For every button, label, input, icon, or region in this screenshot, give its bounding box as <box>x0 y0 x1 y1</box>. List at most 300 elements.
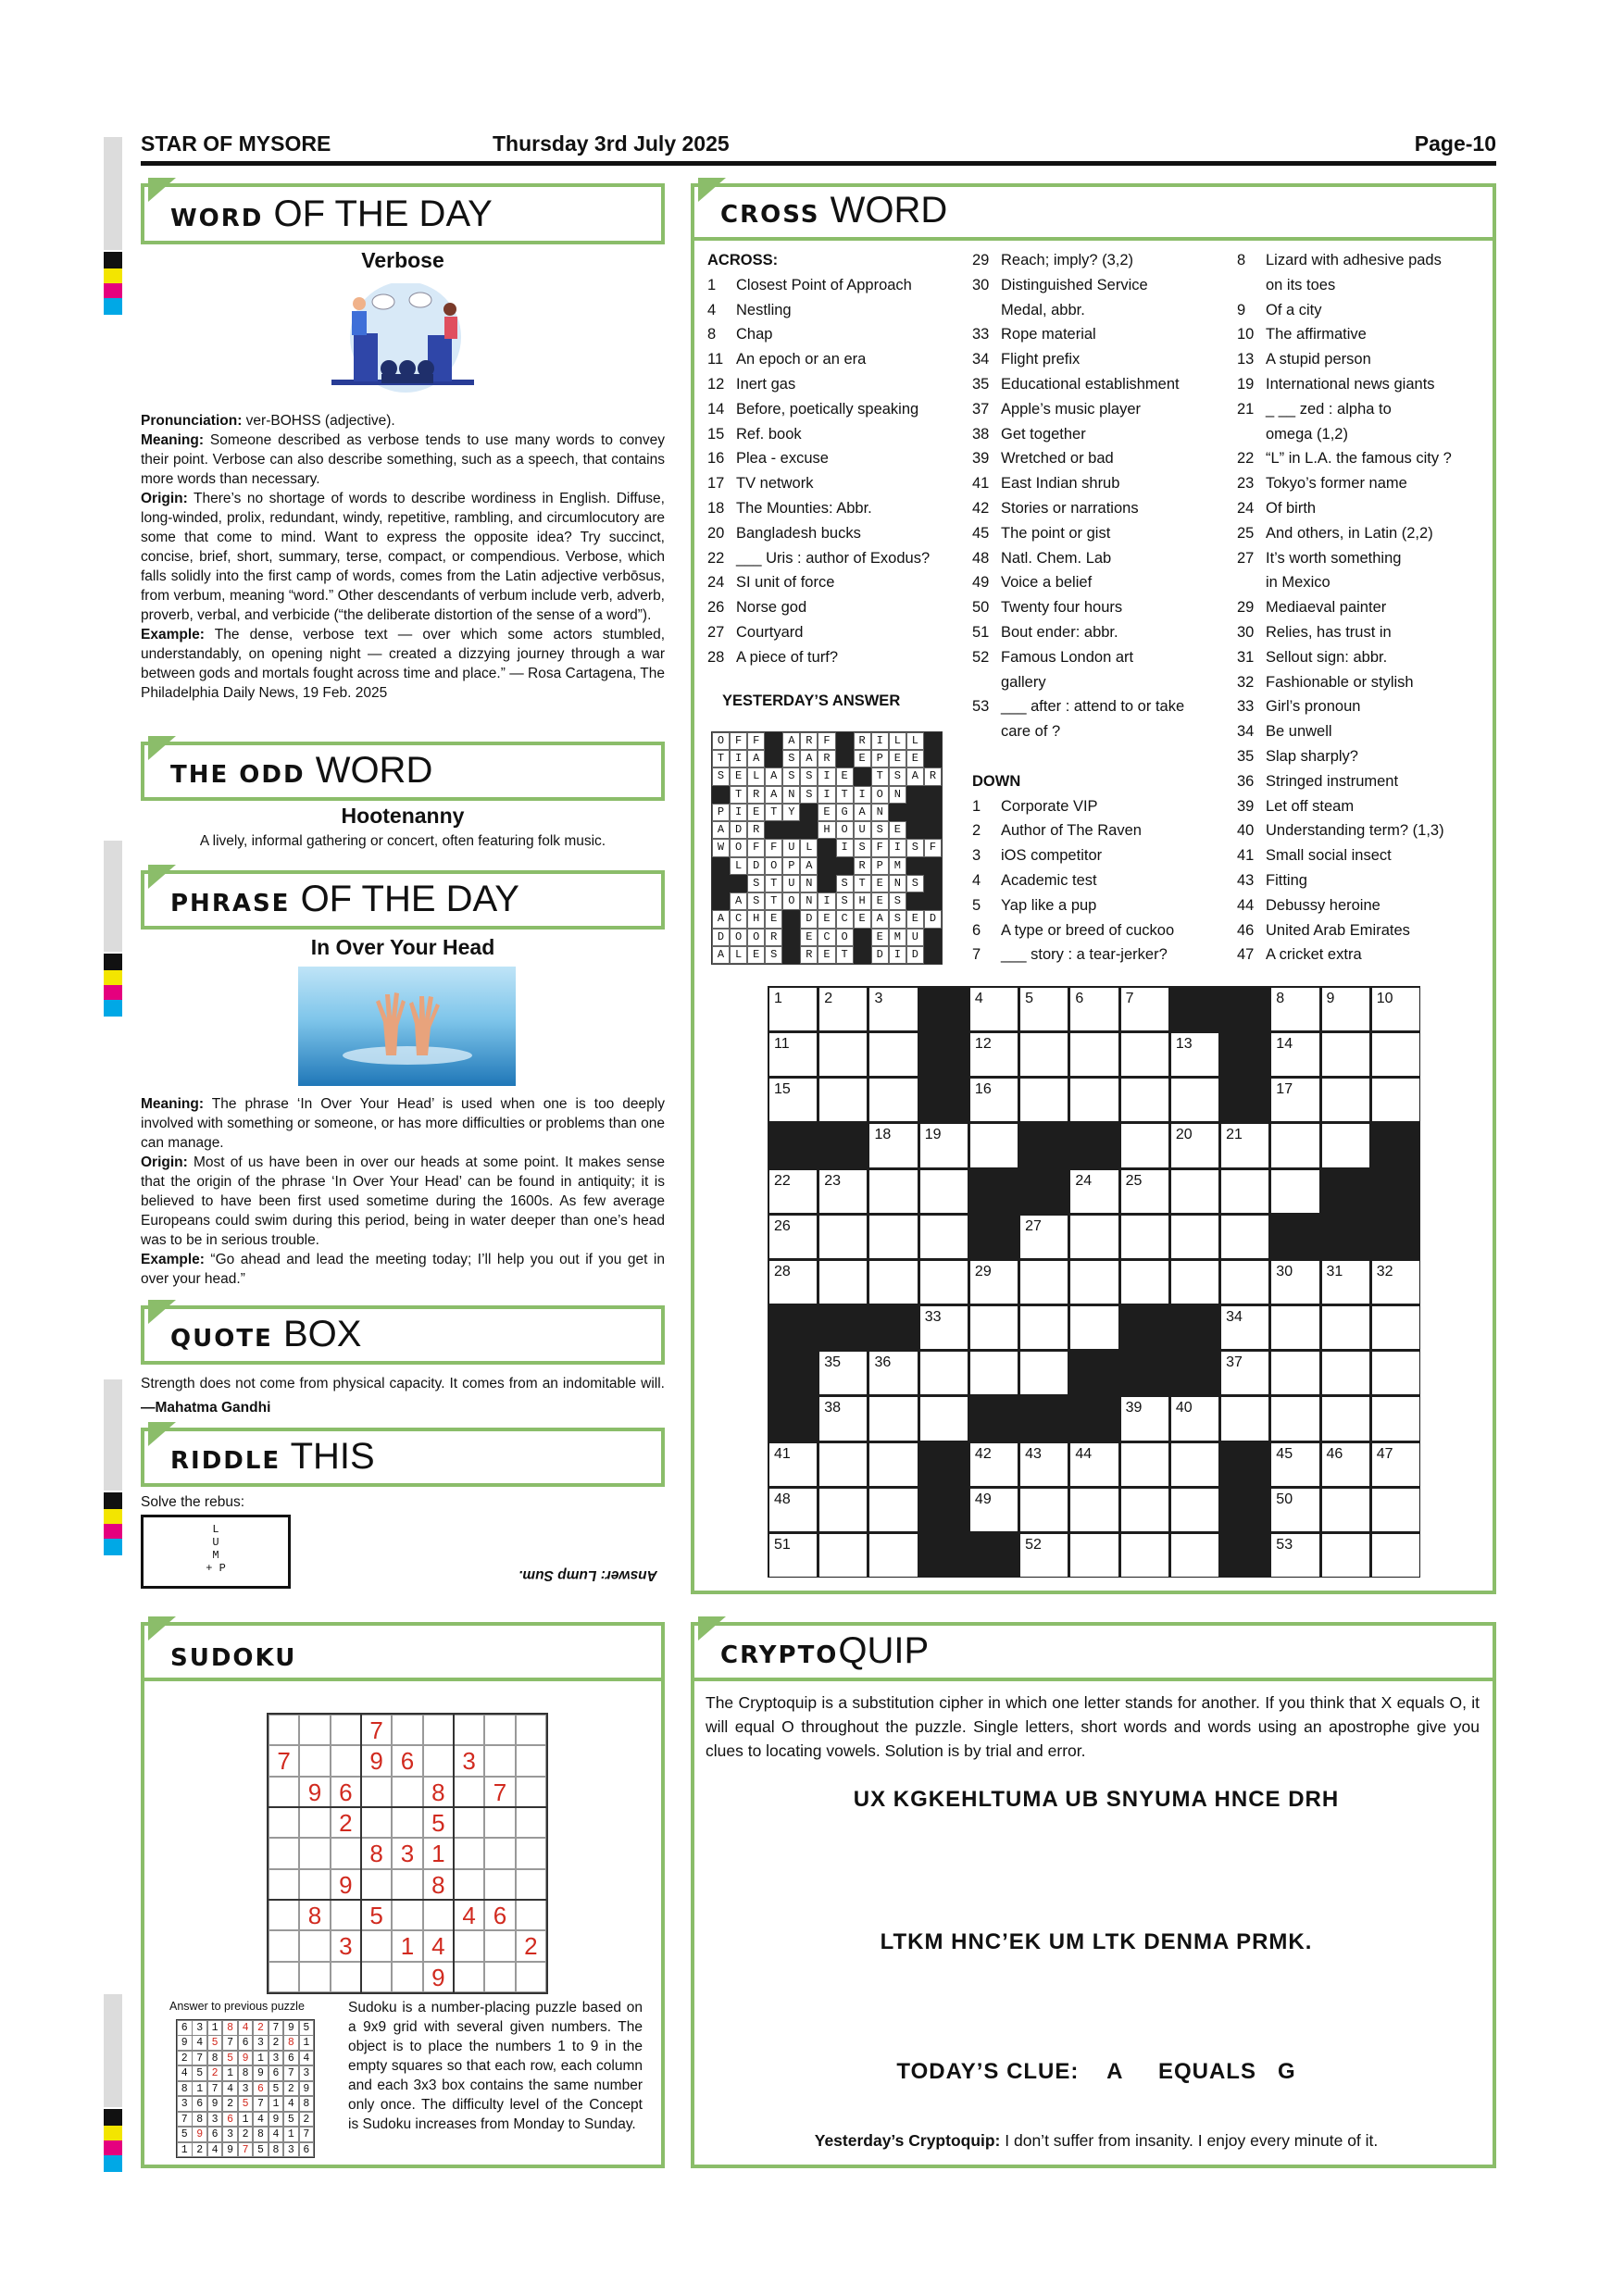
answer-cell <box>906 786 924 804</box>
crossword-cell[interactable] <box>1372 1489 1419 1531</box>
crossword-cell[interactable] <box>920 1306 968 1349</box>
crossword-cell[interactable] <box>1070 1170 1118 1213</box>
clue-row <box>707 620 930 645</box>
sudoku-cell[interactable] <box>516 1807 546 1838</box>
crossword-cell[interactable] <box>869 1397 917 1440</box>
crossword-cell[interactable] <box>1322 1534 1369 1577</box>
clue-text: ___ Uris : author of Exodus? <box>736 549 931 567</box>
crossword-cell[interactable] <box>1121 1124 1168 1167</box>
crossword-cell[interactable] <box>769 1489 817 1531</box>
crossword-cell[interactable] <box>1271 1397 1318 1440</box>
sudoku-cell[interactable] <box>484 1838 515 1868</box>
sudoku-cell[interactable] <box>454 1807 484 1838</box>
answer-cell: P <box>871 857 889 875</box>
clue-text: Fashionable or stylish <box>1266 673 1414 691</box>
answer-cell: E <box>818 946 835 964</box>
crossword-cell[interactable] <box>920 1170 968 1213</box>
sudoku-cell[interactable] <box>454 1930 484 1961</box>
crossword-cell[interactable] <box>1221 1124 1268 1167</box>
color-mark-black <box>104 2109 122 2126</box>
clue-text: An epoch or an era <box>736 351 867 368</box>
sudoku-cell[interactable] <box>423 1745 454 1776</box>
previous-answer-cell: 6 <box>207 2127 223 2142</box>
sudoku-cell[interactable] <box>454 1869 484 1900</box>
crossword-cell[interactable] <box>1322 1443 1369 1486</box>
cryptoquip-intro: The Cryptoquip is a substitution cipher in which one letter stands for another. If you think that X equals O, it will equal O throughout the puzzle. Single letters, short words and words using an apostrophe give you clues to locating vowels. Solution is by trial and error. <box>706 1693 1480 1760</box>
sudoku-cell[interactable]: 3 <box>331 1930 361 1961</box>
crossword-cell[interactable] <box>1171 1397 1218 1440</box>
clue-text: And others, in Latin (2,2) <box>1266 524 1433 542</box>
crossword-cell[interactable] <box>1171 1033 1218 1076</box>
clue-row <box>707 645 930 670</box>
crossword-cell[interactable] <box>1372 1079 1419 1121</box>
clue-text: Ref. book <box>736 425 802 443</box>
crossword-cell[interactable] <box>970 1033 1018 1076</box>
answer-cell: L <box>906 732 924 750</box>
crossword-cell[interactable] <box>1271 1443 1318 1486</box>
crossword-cell[interactable] <box>1271 1489 1318 1531</box>
crossword-cell[interactable] <box>769 1534 817 1577</box>
crossword-cell[interactable] <box>1322 1352 1369 1394</box>
crossword-cell[interactable] <box>1271 1352 1318 1394</box>
crossword-cell[interactable] <box>1372 1534 1419 1577</box>
sudoku-cell[interactable]: 7 <box>269 1745 299 1776</box>
crossword-cell[interactable] <box>970 1124 1018 1167</box>
sudoku-cell[interactable] <box>331 1962 361 1992</box>
sudoku-cell[interactable] <box>392 1869 422 1900</box>
crossword-cell[interactable] <box>1271 1170 1318 1213</box>
sudoku-cell[interactable] <box>516 1900 546 1930</box>
sudoku-cell[interactable]: 5 <box>361 1900 392 1930</box>
answer-cell: E <box>906 910 924 928</box>
crossword-cell[interactable] <box>1271 1534 1318 1577</box>
sudoku-cell[interactable] <box>454 1962 484 1992</box>
crossword-cell[interactable] <box>1171 1489 1218 1531</box>
sudoku-cell[interactable] <box>269 1962 299 1992</box>
crossword-cell-number: 19 <box>924 1127 942 1143</box>
crossword-cell[interactable] <box>1121 1261 1168 1304</box>
paragraph <box>141 1094 665 1153</box>
crossword-cell[interactable] <box>869 1216 917 1258</box>
sudoku-cell[interactable] <box>454 1777 484 1807</box>
sudoku-cell[interactable] <box>392 1807 422 1838</box>
crossword-cell[interactable] <box>869 1033 917 1076</box>
previous-answer-cell: 3 <box>177 2096 193 2112</box>
crossword-cell[interactable] <box>869 1534 917 1577</box>
sudoku-cell[interactable] <box>269 1838 299 1868</box>
crossword-cell[interactable] <box>869 1079 917 1121</box>
answer-cell: O <box>836 821 854 839</box>
answer-cell <box>854 767 871 785</box>
crossword-cell[interactable] <box>1121 1534 1168 1577</box>
crossword-cell[interactable] <box>1372 1443 1419 1486</box>
previous-answer-cell: 7 <box>269 2020 284 2036</box>
crossword-cell[interactable] <box>920 1124 968 1167</box>
sudoku-cell[interactable]: 9 <box>361 1745 392 1776</box>
color-mark-cyan <box>104 298 122 315</box>
answer-cell <box>818 875 835 892</box>
crossword-cell[interactable] <box>1121 1443 1168 1486</box>
answer-cell <box>906 821 924 839</box>
answer-cell: A <box>800 750 818 767</box>
crossword-cell[interactable] <box>819 1261 867 1304</box>
color-mark-black <box>104 1492 122 1509</box>
crossword-cell[interactable] <box>920 1261 968 1304</box>
sudoku-cell[interactable]: 9 <box>423 1962 454 1992</box>
sudoku-cell[interactable] <box>299 1962 330 1992</box>
sudoku-cell[interactable]: 2 <box>516 1930 546 1961</box>
crossword-cell[interactable] <box>970 1261 1018 1304</box>
crossword-cell[interactable] <box>1372 1306 1419 1349</box>
crossword-cell[interactable] <box>970 988 1018 1030</box>
crossword-cell[interactable] <box>1070 1079 1118 1121</box>
heading-corner <box>698 1616 726 1641</box>
crossword-cell[interactable] <box>1271 988 1318 1030</box>
clue-text: Voice a belief <box>1001 574 1093 592</box>
crossword-cell-number: 6 <box>1075 991 1084 1006</box>
crossword-cell[interactable] <box>1171 1079 1218 1121</box>
crossword-cell[interactable] <box>1171 1261 1218 1304</box>
clue-row <box>1237 372 1452 397</box>
yesterdays-crossword-answer <box>711 731 943 965</box>
crossword-cell[interactable] <box>769 1443 817 1486</box>
crossword-cell[interactable] <box>819 1443 867 1486</box>
sudoku-cell[interactable] <box>454 1838 484 1868</box>
answer-cell: L <box>730 946 747 964</box>
sudoku-cell[interactable] <box>484 1715 515 1745</box>
paragraph <box>141 411 665 430</box>
crossword-cell[interactable] <box>970 1079 1018 1121</box>
crossword-cell[interactable] <box>1322 1033 1369 1076</box>
clue-text: ___ after : attend to or take <box>1001 698 1185 716</box>
crossword-cell[interactable] <box>1070 1306 1118 1349</box>
sudoku-cell[interactable]: 8 <box>423 1869 454 1900</box>
crossword-cell[interactable] <box>1121 1489 1168 1531</box>
paragraph <box>141 489 665 625</box>
crossword-cell[interactable] <box>1221 1170 1268 1213</box>
sudoku-cell[interactable]: 7 <box>484 1777 515 1807</box>
crossword-cell[interactable] <box>1271 1261 1318 1304</box>
crossword-cell[interactable] <box>1372 1397 1419 1440</box>
color-mark-yellow <box>104 1509 122 1524</box>
sudoku-cell[interactable] <box>484 1930 515 1961</box>
sudoku-cell[interactable] <box>269 1869 299 1900</box>
answer-cell: F <box>924 839 942 856</box>
sudoku-cell[interactable] <box>269 1777 299 1807</box>
paragraph-text: There’s no shortage of words to describe wordiness in English. Diffuse, long-winded, prolix, redundant, windy, repetitive, rambling, and circumlocutory are some that come to mind. Want to express the opposite idea? Try succinct, concise, brief, short, summary, terse, compact, or compendious. Verbose, which falls solidly into the first camp of words, comes from the Latin adjective verbōsus, from verbum, meaning “word.” Other descendants of verbum include verb, adverb, proverb, verbal, and verbicide (“the deliberate distortion of the sense of a word”). <box>141 491 665 623</box>
sudoku-cell[interactable]: 1 <box>423 1838 454 1868</box>
clue-number: 20 <box>707 524 725 542</box>
previous-answer-cell: 1 <box>238 2112 254 2128</box>
sudoku-cell[interactable] <box>269 1715 299 1745</box>
sudoku-cell[interactable]: 4 <box>454 1900 484 1930</box>
sudoku-cell[interactable] <box>484 1869 515 1900</box>
clue-number: 17 <box>707 475 725 493</box>
crossword-cell[interactable] <box>1070 1261 1118 1304</box>
crossword-cell[interactable] <box>970 1489 1018 1531</box>
sudoku-cell[interactable] <box>361 1962 392 1992</box>
crossword-cell[interactable] <box>769 1079 817 1121</box>
crossword-cell[interactable] <box>1322 1489 1369 1531</box>
answer-cell: S <box>906 875 924 892</box>
color-mark-yellow <box>104 268 122 283</box>
crossword-cell[interactable] <box>1322 988 1369 1030</box>
crossword-cell[interactable] <box>1322 1397 1369 1440</box>
answer-cell: S <box>747 875 765 892</box>
crossword-cell[interactable] <box>1121 1033 1168 1076</box>
sudoku-cell[interactable] <box>299 1715 330 1745</box>
crossword-cell-number: 10 <box>1376 991 1393 1006</box>
sudoku-cell[interactable]: 7 <box>361 1715 392 1745</box>
sudoku-cell[interactable]: 1 <box>392 1930 422 1961</box>
sudoku-cell[interactable]: 6 <box>331 1777 361 1807</box>
answer-cell: E <box>906 750 924 767</box>
answer-cell: Y <box>782 804 800 821</box>
clue-row <box>1237 794 1452 819</box>
crossword-cell[interactable] <box>970 1443 1018 1486</box>
sudoku-cell[interactable] <box>331 1900 361 1930</box>
crossword-cell[interactable] <box>819 988 867 1030</box>
crossword-cell[interactable] <box>819 1534 867 1577</box>
crossword-cell[interactable] <box>920 1397 968 1440</box>
answer-cell: F <box>730 732 747 750</box>
sudoku-cell[interactable] <box>454 1715 484 1745</box>
crossword-cell[interactable] <box>1020 988 1068 1030</box>
crossword-cell[interactable] <box>1070 1033 1118 1076</box>
crossword-cell[interactable] <box>869 1443 917 1486</box>
sudoku-cell[interactable] <box>299 1745 330 1776</box>
crossword-cell-number: 36 <box>874 1354 892 1371</box>
answer-cell: O <box>871 786 889 804</box>
answer-cell: I <box>730 750 747 767</box>
crossword-cell[interactable] <box>769 1216 817 1258</box>
sudoku-cell[interactable]: 8 <box>423 1777 454 1807</box>
sudoku-cell[interactable] <box>269 1900 299 1930</box>
crossword-cell[interactable] <box>1020 1033 1068 1076</box>
crossword-cell[interactable] <box>1221 1306 1268 1349</box>
sudoku-cell[interactable] <box>299 1869 330 1900</box>
sudoku-cell[interactable] <box>516 1715 546 1745</box>
crossword-cell[interactable] <box>1322 1261 1369 1304</box>
sudoku-cell[interactable] <box>516 1777 546 1807</box>
crossword-cell-number: 41 <box>774 1445 791 1462</box>
sudoku-cell[interactable] <box>392 1962 422 1992</box>
crossword-cell[interactable] <box>1070 1489 1118 1531</box>
crossword-cell[interactable] <box>1221 1216 1268 1258</box>
crossword-cell[interactable] <box>819 1170 867 1213</box>
sudoku-cell[interactable]: 3 <box>392 1838 422 1868</box>
sudoku-cell[interactable] <box>361 1930 392 1961</box>
crossword-cell[interactable] <box>1271 1306 1318 1349</box>
paragraph-text: “Go ahead and lead the meeting today; I’ll help you out if you get in over your head.” <box>141 1252 665 1287</box>
sudoku-cell[interactable] <box>484 1962 515 1992</box>
sudoku-cell[interactable]: 4 <box>423 1930 454 1961</box>
answer-cell: A <box>712 821 730 839</box>
clue-number: 41 <box>972 475 990 493</box>
sudoku-cell[interactable] <box>392 1715 422 1745</box>
sudoku-cell[interactable] <box>361 1869 392 1900</box>
sudoku-cell[interactable]: 9 <box>299 1777 330 1807</box>
clue-row <box>707 372 930 397</box>
crossword-cell[interactable] <box>1271 1124 1318 1167</box>
color-mark-cyan <box>104 1000 122 1017</box>
crossword-cell[interactable] <box>769 1261 817 1304</box>
crossword-cell[interactable] <box>970 1306 1018 1349</box>
crossword-cell[interactable] <box>1020 1352 1068 1394</box>
crossword-cell[interactable] <box>1020 1534 1068 1577</box>
crossword-cell[interactable] <box>1171 1124 1218 1167</box>
sudoku-cell[interactable] <box>516 1745 546 1776</box>
sudoku-cell[interactable] <box>484 1745 515 1776</box>
clue-number: 41 <box>1237 847 1255 865</box>
down-heading: DOWN <box>972 772 1021 790</box>
sudoku-cell[interactable]: 8 <box>361 1838 392 1868</box>
crossword-cell[interactable] <box>1020 1489 1068 1531</box>
sudoku-cell[interactable] <box>331 1715 361 1745</box>
crossword-cell[interactable] <box>819 1397 867 1440</box>
sudoku-cell[interactable]: 8 <box>299 1900 330 1930</box>
crossword-cell[interactable] <box>1171 1443 1218 1486</box>
crossword-cell[interactable] <box>1171 1170 1218 1213</box>
crossword-cell[interactable] <box>1221 1261 1268 1304</box>
crossword-cell[interactable] <box>970 1352 1018 1394</box>
crossword-cell[interactable] <box>1372 988 1419 1030</box>
sudoku-cell[interactable] <box>269 1807 299 1838</box>
sudoku-cell[interactable] <box>516 1869 546 1900</box>
sudoku-cell[interactable] <box>299 1930 330 1961</box>
sudoku-cell[interactable] <box>516 1962 546 1992</box>
crossword-cell[interactable] <box>869 1124 917 1167</box>
clue-text: A cricket extra <box>1266 946 1362 964</box>
crossword-cell[interactable] <box>869 1352 917 1394</box>
clue-number <box>972 670 1001 695</box>
sudoku-cell[interactable]: 5 <box>423 1807 454 1838</box>
rebus-box <box>141 1515 291 1589</box>
crossword-cell-number: 30 <box>1276 1263 1293 1279</box>
answer-cell: N <box>800 875 818 892</box>
sudoku-grid[interactable] <box>267 1713 548 1994</box>
crossword-cell[interactable] <box>1070 988 1118 1030</box>
answer-cell <box>924 875 942 892</box>
crossword-cell[interactable] <box>1020 1443 1068 1486</box>
answer-cell: A <box>765 786 782 804</box>
crossword-cell[interactable] <box>1271 1079 1318 1121</box>
sudoku-cell[interactable] <box>331 1745 361 1776</box>
crossword-cell[interactable] <box>819 1489 867 1531</box>
crossword-cell[interactable] <box>1372 1352 1419 1394</box>
answer-cell: S <box>889 892 906 910</box>
clue-number <box>1237 422 1266 447</box>
crossword-grid[interactable] <box>768 986 1420 1578</box>
crossword-cell[interactable] <box>1020 1261 1068 1304</box>
sudoku-cell[interactable] <box>392 1900 422 1930</box>
answer-cell: T <box>765 892 782 910</box>
crossword-cell[interactable] <box>1070 1216 1118 1258</box>
sudoku-cell[interactable] <box>269 1930 299 1961</box>
quote-text: Strength does not come from physical capacity. It comes from an indomitable will. —Mahatma Gandhi <box>141 1376 665 1416</box>
crossword-cell[interactable] <box>819 1079 867 1121</box>
crossword-cell-number: 20 <box>1175 1127 1193 1143</box>
crossword-cell-number: 9 <box>1326 991 1335 1006</box>
crossword-cell[interactable] <box>869 988 917 1030</box>
previous-answer-cell: 3 <box>192 2020 207 2036</box>
crossword-cell[interactable] <box>1020 1306 1068 1349</box>
crossword-cell[interactable] <box>1221 1352 1268 1394</box>
page-number: Page-10 <box>1414 131 1496 156</box>
crossword-cell[interactable] <box>1020 1079 1068 1121</box>
sudoku-cell[interactable]: 6 <box>392 1745 422 1776</box>
answer-cell: E <box>871 892 889 910</box>
sudoku-cell[interactable]: 2 <box>331 1807 361 1838</box>
answer-cell: P <box>712 804 730 821</box>
crossword-cell[interactable] <box>819 1216 867 1258</box>
sudoku-cell[interactable] <box>516 1838 546 1868</box>
crossword-cell[interactable] <box>1121 1079 1168 1121</box>
crossword-cell-number: 28 <box>774 1263 791 1279</box>
sudoku-cell[interactable] <box>484 1807 515 1838</box>
crossword-cell[interactable] <box>1070 1443 1118 1486</box>
sudoku-cell[interactable] <box>299 1807 330 1838</box>
crossword-cell[interactable] <box>1121 1216 1168 1258</box>
crossword-cell[interactable] <box>920 1216 968 1258</box>
crossword-cell[interactable] <box>1221 1397 1268 1440</box>
clue-number: 4 <box>972 871 981 889</box>
sudoku-cell[interactable]: 9 <box>331 1869 361 1900</box>
sudoku-cell[interactable]: 6 <box>484 1900 515 1930</box>
clue-text: Bangladesh bucks <box>736 524 861 542</box>
crossword-cell[interactable] <box>819 1033 867 1076</box>
answer-cell: E <box>747 946 765 964</box>
answer-cell <box>782 929 800 946</box>
crossword-cell[interactable] <box>869 1170 917 1213</box>
clue-text: in Mexico <box>1266 574 1330 592</box>
crossword-cell[interactable] <box>920 1352 968 1394</box>
sudoku-cell[interactable]: 3 <box>454 1745 484 1776</box>
crossword-cell[interactable] <box>1322 1306 1369 1349</box>
sudoku-cell[interactable] <box>299 1838 330 1868</box>
crossword-cell[interactable] <box>1121 1397 1168 1440</box>
sudoku-cell[interactable] <box>392 1777 422 1807</box>
sudoku-cell[interactable] <box>331 1838 361 1868</box>
crossword-cell[interactable] <box>869 1489 917 1531</box>
crossword-cell[interactable] <box>1020 1216 1068 1258</box>
crossword-cell[interactable] <box>1070 1534 1118 1577</box>
crossword-cell[interactable] <box>869 1261 917 1304</box>
sudoku-description: Sudoku is a number-placing puzzle based on a 9x9 grid with several given numbers. The object is to place the numbers 1 to 9 in the empty squares so that each row, each column and each 3x3 box contains the same number only once. The difficulty level of the Concept is Sudoku increases from Monday to Sunday. <box>348 2000 643 2132</box>
crossword-cell[interactable] <box>1171 1534 1218 1577</box>
crossword-cell[interactable] <box>1121 988 1168 1030</box>
issue-date: Thursday 3rd July 2025 <box>493 131 730 156</box>
clue-row <box>707 422 930 447</box>
sudoku-cell[interactable] <box>423 1900 454 1930</box>
crossword-cell[interactable] <box>1171 1216 1218 1258</box>
crossword-cell[interactable] <box>1372 1261 1419 1304</box>
clue-row <box>972 893 1184 918</box>
crossword-cell[interactable] <box>769 988 817 1030</box>
crossword-cell[interactable] <box>819 1352 867 1394</box>
crossword-cell[interactable] <box>1322 1079 1369 1121</box>
crossword-cell[interactable] <box>1271 1033 1318 1076</box>
crossword-cell[interactable] <box>769 1170 817 1213</box>
sudoku-cell[interactable] <box>423 1715 454 1745</box>
crossword-cell[interactable] <box>1322 1124 1369 1167</box>
crossword-cell[interactable] <box>769 1033 817 1076</box>
sudoku-cell[interactable] <box>361 1777 392 1807</box>
crossword-cell[interactable] <box>1372 1033 1419 1076</box>
crossword-cell[interactable] <box>1121 1170 1168 1213</box>
sudoku-cell[interactable] <box>361 1807 392 1838</box>
crossword-cell-number: 15 <box>774 1081 791 1098</box>
